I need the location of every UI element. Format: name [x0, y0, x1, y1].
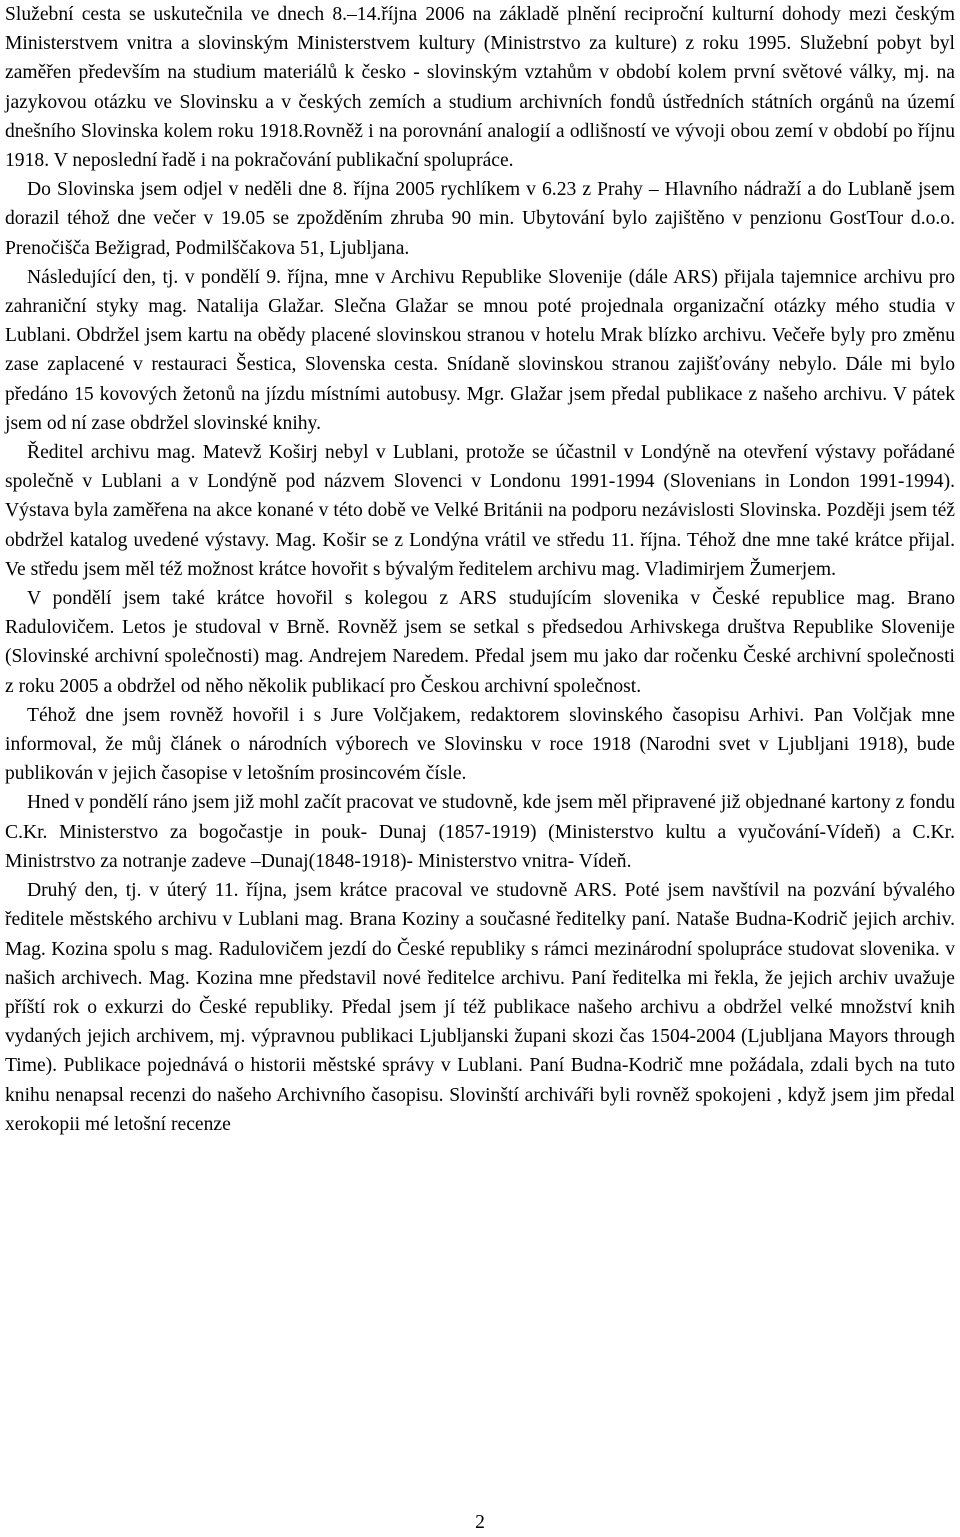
paragraph-trip-intro: Služební cesta se uskutečnila ve dnech 8.–14.října 2006 na základě plnění reciproční kulturní dohody mezi českým Ministerstvem vnitra a slovinským Ministerstvem kultury (Ministrstvo za kulture) z roku 1995. Služební pobyt byl zaměřen především na studium materiálů k česko - slovinským vztahům v období kolem první světové války, mj. na jazykovou otázku ve Slovinsku a v českých zemích a studium archivních fondů ústředních státních orgánů na území dnešního Slovinska kolem roku 1918.Rovněž i na porovnání analogií a odlišností ve vývoji obou zemí v období po říjnu 1918. V neposlední řadě i na pokračování publikační spolupráce.: [5, 4, 955, 172]
paragraph-colleague-meetings: V pondělí jsem také krátce hovořil s kolegou z ARS studujícím slovenika v České republice mag. Brano Radulovičem. Letos je studoval v Brně. Rovněž jsem se setkal s předsedou Arhivskega društva Republike Slovenije (Slovinské archivní společnosti) mag. Andrejem Naredem. Předal jsem mu jako dar ročenku České archivní společnosti z roku 2005 a obdržel od něho několik publikací pro Českou archivní společnost.: [5, 588, 955, 697]
paragraph-archive-director: Ředitel archivu mag. Matevž Koširj nebyl v Lublani, protože se účastnil v Londýně na otevření výstavy pořádané společně v Lublani a v Londýně pod názvem Slovenci v Londonu 1991-1994 (Slovenians in London 1991-1994). Výstava byla zaměřena na akce konané v této době ve Velké Británii na podporu nezávislosti Slovinska. Později jsem též obdržel katalog uvedené výstavy. Mag. Košir se z Londýna vrátil ve středu 11. října. Téhož dne mne také krátce přijal. Ve středu jsem měl též možnost krátce hovořit s bývalým ředitelem archivu mag. Vladimirjem Žumerjem.: [5, 442, 955, 580]
paragraph-travel-accommodation: Do Slovinska jsem odjel v neděli dne 8. října 2005 rychlíkem v 6.23 z Prahy – Hlavního nádraží a do Lublaně jsem dorazil téhož dne večer v 19.05 se zpožděním zhruba 90 min. Ubytování bylo zajištěno v penzionu GostTour d.o.o. Prenočišča Bežigrad, Podmilščakova 51, Ljubljana.: [5, 179, 955, 259]
document-page: [5, 0, 955, 1139]
paragraph-arhivi-journal: Téhož dne jsem rovněž hovořil i s Jure Volčjakem, redaktorem slovinského časopisu Arhivi. Pan Volčjak mne informoval, že můj článek o národních výborech ve Slovinsku v roce 1918 (Narodni svet v Ljubljani 1918), bude publikován v jejich časopise v letošním prosincovém čísle.: [5, 704, 955, 785]
paragraph-study-room-fonds: Hned v pondělí ráno jsem již mohl začít pracovat ve studovně, kde jsem měl připravené již objednané kartony z fondu C.Kr. Ministerstvo za bogočastje in pouk- Dunaj (1857-1919) (Ministerstvo kultu a vyučování-Vídeň) a C.Kr. Ministrstvo za notranje zadeve –Dunaj(1848-1918)- Ministerstvo vnitra- Vídeň.: [5, 792, 955, 872]
page-number: 2: [475, 1512, 485, 1533]
paragraph-first-day-archive: Následující den, tj. v pondělí 9. října, mne v Archivu Republike Slovenije (dále ARS) přijala tajemnice archivu pro zahraniční styky mag. Natalija Glažar. Slečna Glažar se mnou poté projednala organizační otázky mého studia v Lublani. Obdržel jsem kartu na obědy placené slovinskou stranou v hotelu Mrak blízko archivu. Večeře byly pro změnu zase zaplacené v restauraci Šestica, Slovenska cesta. Snídaně slovinskou stranou zajišťovány nebylo. Dále mi bylo předáno 15 kovových žetonů na jízdu místními autobusy. Mgr. Glažar jsem předal publikace z našeho archivu. V pátek jsem od ní zase obdržel slovinské knihy.: [5, 266, 955, 434]
paragraph-second-day-city-archive: Druhý den, tj. v úterý 11. října, jsem krátce pracoval ve studovně ARS. Poté jsem navštívil na pozvání bývalého ředitele městského archivu v Lublani mag. Brana Koziny a současné ředitelky paní. Nataše Budna-Kodrič jejich archiv. Mag. Kozina spolu s mag. Radulovičem jezdí do České republiky s rámci mezinárodní spolupráce studovat slovenika. v našich archivech. Mag. Kozina mne představil nové ředitelce archivu. Paní ředitelka mi řekla, že jejich archiv uvažuje příští rok o exkurzi do České republiky. Předal jsem jí též publikace našeho archivu a obdržel velké množství knih vydaných jejich archivem, mj. výpravnou publikaci Ljubljanski župani skozi čas 1504-2004 (Ljubljana Mayors through Time). Publikace pojednává o historii městské správy v Lublani. Paní Budna-Kodrič mne požádala, zdali bych na tuto knihu nenapsal recenzi do našeho Archivního časopisu. Slovinští archiváři byli rovněž spokojeni , když jsem jim předal xerokopii mé letošní recenze: [5, 880, 955, 1135]
